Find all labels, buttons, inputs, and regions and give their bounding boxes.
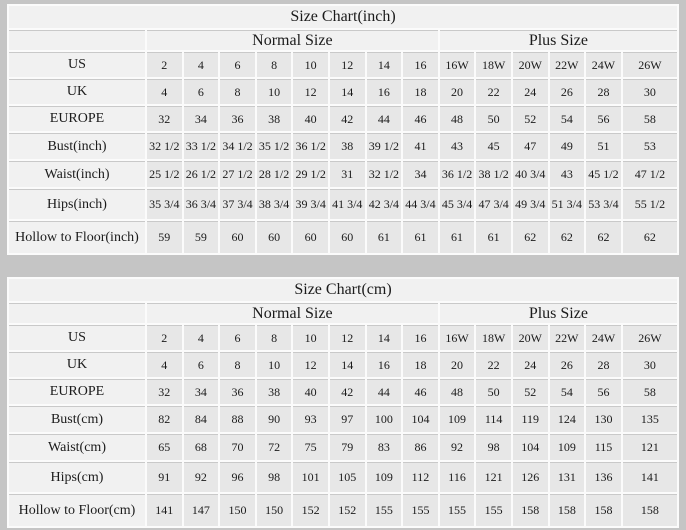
table-row: [9, 106, 677, 131]
size-value-cell: 50: [476, 106, 511, 131]
size-value-cell: 53: [623, 133, 677, 159]
size-value-cell: 59: [147, 221, 182, 253]
size-value-cell: 82: [147, 406, 182, 432]
size-value-cell: 54: [550, 379, 585, 404]
size-value-cell: 51 3/4: [550, 189, 585, 219]
size-value-cell: 47: [513, 133, 548, 159]
size-value-cell: 45: [476, 133, 511, 159]
size-value-cell: 58: [623, 379, 677, 404]
size-value-cell: 150: [220, 494, 255, 526]
table-row: [9, 52, 677, 77]
table-row: [9, 79, 677, 104]
size-value-cell: 62: [623, 221, 677, 253]
size-value-cell: 47 3/4: [476, 189, 511, 219]
size-value-cell: 60: [293, 221, 328, 253]
size-value-cell: 10: [257, 79, 292, 104]
table-row: [9, 189, 677, 219]
size-value-cell: 155: [440, 494, 475, 526]
size-value-cell: 48: [440, 106, 475, 131]
size-value-cell: 97: [330, 406, 365, 432]
size-value-cell: 18: [403, 352, 438, 377]
size-value-cell: 2: [147, 52, 182, 77]
size-value-cell: 18: [403, 79, 438, 104]
size-value-cell: 61: [476, 221, 511, 253]
row-label: EUROPE: [9, 379, 145, 404]
size-value-cell: 86: [403, 434, 438, 460]
size-value-cell: 49 3/4: [513, 189, 548, 219]
size-value-cell: 121: [623, 434, 677, 460]
column-group-header: Plus Size: [440, 30, 677, 50]
size-value-cell: 2: [147, 325, 182, 350]
row-label: Bust(inch): [9, 133, 145, 159]
size-value-cell: 37 3/4: [220, 189, 255, 219]
size-value-cell: 26W: [623, 325, 677, 350]
row-label: Hollow to Floor(cm): [9, 494, 145, 526]
size-value-cell: 8: [257, 325, 292, 350]
size-value-cell: 29 1/2: [293, 161, 328, 187]
size-value-cell: 28 1/2: [257, 161, 292, 187]
row-label: US: [9, 52, 145, 77]
size-value-cell: 4: [147, 352, 182, 377]
size-value-cell: 55 1/2: [623, 189, 677, 219]
size-value-cell: 16: [367, 352, 402, 377]
size-value-cell: 32 1/2: [367, 161, 402, 187]
size-value-cell: 30: [623, 79, 677, 104]
size-value-cell: 83: [367, 434, 402, 460]
size-value-cell: 62: [586, 221, 621, 253]
size-value-cell: 20: [440, 352, 475, 377]
size-value-cell: 22: [476, 79, 511, 104]
size-value-cell: 130: [586, 406, 621, 432]
size-value-cell: 60: [330, 221, 365, 253]
size-value-cell: 45 1/2: [586, 161, 621, 187]
size-value-cell: 62: [550, 221, 585, 253]
size-value-cell: 39 1/2: [367, 133, 402, 159]
size-value-cell: 24W: [586, 325, 621, 350]
size-value-cell: 158: [513, 494, 548, 526]
size-value-cell: 84: [184, 406, 219, 432]
size-value-cell: 6: [184, 79, 219, 104]
size-value-cell: 10: [293, 325, 328, 350]
row-label: EUROPE: [9, 106, 145, 131]
size-value-cell: 50: [476, 379, 511, 404]
size-value-cell: 14: [367, 325, 402, 350]
size-value-cell: 26W: [623, 52, 677, 77]
column-group-header: Plus Size: [440, 303, 677, 323]
size-value-cell: 75: [293, 434, 328, 460]
size-value-cell: 54: [550, 106, 585, 131]
size-value-cell: 126: [513, 462, 548, 492]
size-value-cell: 32: [147, 379, 182, 404]
size-value-cell: 158: [623, 494, 677, 526]
size-value-cell: 34 1/2: [220, 133, 255, 159]
size-value-cell: 4: [184, 52, 219, 77]
size-value-cell: 98: [257, 462, 292, 492]
size-value-cell: 25 1/2: [147, 161, 182, 187]
size-value-cell: 40 3/4: [513, 161, 548, 187]
size-value-cell: 10: [257, 352, 292, 377]
corner-cell: [9, 30, 145, 50]
size-value-cell: 12: [330, 52, 365, 77]
size-value-cell: 135: [623, 406, 677, 432]
size-value-cell: 16: [403, 325, 438, 350]
size-value-cell: 98: [476, 434, 511, 460]
size-value-cell: 41 3/4: [330, 189, 365, 219]
table-row: [9, 406, 677, 432]
size-value-cell: 104: [513, 434, 548, 460]
size-value-cell: 46: [403, 379, 438, 404]
size-value-cell: 158: [586, 494, 621, 526]
size-chart-cm-table: [7, 277, 679, 528]
size-value-cell: 109: [550, 434, 585, 460]
size-value-cell: 114: [476, 406, 511, 432]
row-label: Hips(inch): [9, 189, 145, 219]
size-value-cell: 20W: [513, 52, 548, 77]
row-label: US: [9, 325, 145, 350]
size-value-cell: 35 1/2: [257, 133, 292, 159]
corner-cell: [9, 303, 145, 323]
size-value-cell: 131: [550, 462, 585, 492]
size-value-cell: 92: [440, 434, 475, 460]
table-row: [9, 462, 677, 492]
size-value-cell: 65: [147, 434, 182, 460]
size-value-cell: 101: [293, 462, 328, 492]
size-value-cell: 18W: [476, 325, 511, 350]
size-value-cell: 52: [513, 106, 548, 131]
size-value-cell: 40: [293, 106, 328, 131]
size-value-cell: 61: [440, 221, 475, 253]
row-label: Bust(cm): [9, 406, 145, 432]
size-value-cell: 4: [147, 79, 182, 104]
size-value-cell: 150: [257, 494, 292, 526]
size-value-cell: 16W: [440, 325, 475, 350]
size-value-cell: 72: [257, 434, 292, 460]
size-value-cell: 91: [147, 462, 182, 492]
size-value-cell: 109: [440, 406, 475, 432]
size-value-cell: 155: [476, 494, 511, 526]
size-value-cell: 34: [403, 161, 438, 187]
size-value-cell: 36 3/4: [184, 189, 219, 219]
size-value-cell: 4: [184, 325, 219, 350]
size-value-cell: 136: [586, 462, 621, 492]
size-value-cell: 155: [403, 494, 438, 526]
size-value-cell: 61: [367, 221, 402, 253]
size-value-cell: 35 3/4: [147, 189, 182, 219]
size-value-cell: 18W: [476, 52, 511, 77]
size-value-cell: 36: [220, 106, 255, 131]
size-value-cell: 30: [623, 352, 677, 377]
size-value-cell: 41: [403, 133, 438, 159]
size-value-cell: 105: [330, 462, 365, 492]
column-group-header: Normal Size: [147, 30, 438, 50]
size-value-cell: 6: [220, 325, 255, 350]
size-value-cell: 26: [550, 79, 585, 104]
size-value-cell: 109: [367, 462, 402, 492]
row-label: Hips(cm): [9, 462, 145, 492]
table-row: [9, 379, 677, 404]
size-value-cell: 14: [330, 352, 365, 377]
size-value-cell: 27 1/2: [220, 161, 255, 187]
size-value-cell: 42: [330, 106, 365, 131]
size-value-cell: 40: [293, 379, 328, 404]
size-value-cell: 8: [257, 52, 292, 77]
size-value-cell: 60: [220, 221, 255, 253]
row-label: Waist(inch): [9, 161, 145, 187]
size-value-cell: 124: [550, 406, 585, 432]
size-value-cell: 36: [220, 379, 255, 404]
table-title: Size Chart(inch): [9, 6, 677, 28]
size-value-cell: 24: [513, 79, 548, 104]
size-value-cell: 58: [623, 106, 677, 131]
size-value-cell: 115: [586, 434, 621, 460]
size-value-cell: 43: [550, 161, 585, 187]
size-value-cell: 22W: [550, 325, 585, 350]
size-value-cell: 47 1/2: [623, 161, 677, 187]
size-value-cell: 14: [367, 52, 402, 77]
size-value-cell: 88: [220, 406, 255, 432]
size-value-cell: 12: [293, 79, 328, 104]
row-label: UK: [9, 79, 145, 104]
size-value-cell: 28: [586, 79, 621, 104]
size-value-cell: 93: [293, 406, 328, 432]
size-value-cell: 152: [293, 494, 328, 526]
size-value-cell: 38: [257, 106, 292, 131]
size-value-cell: 8: [220, 79, 255, 104]
size-value-cell: 70: [220, 434, 255, 460]
size-value-cell: 22W: [550, 52, 585, 77]
size-value-cell: 92: [184, 462, 219, 492]
size-value-cell: 158: [550, 494, 585, 526]
size-value-cell: 56: [586, 379, 621, 404]
size-value-cell: 112: [403, 462, 438, 492]
size-value-cell: 100: [367, 406, 402, 432]
size-value-cell: 38 3/4: [257, 189, 292, 219]
size-value-cell: 16: [367, 79, 402, 104]
size-value-cell: 16W: [440, 52, 475, 77]
table-row: [9, 221, 677, 253]
size-value-cell: 36 1/2: [440, 161, 475, 187]
size-value-cell: 90: [257, 406, 292, 432]
table-row: [9, 133, 677, 159]
size-value-cell: 79: [330, 434, 365, 460]
table-row: [9, 494, 677, 526]
size-value-cell: 34: [184, 379, 219, 404]
size-value-cell: 14: [330, 79, 365, 104]
size-value-cell: 38: [330, 133, 365, 159]
size-value-cell: 38 1/2: [476, 161, 511, 187]
size-value-cell: 44: [367, 379, 402, 404]
size-value-cell: 155: [367, 494, 402, 526]
size-value-cell: 26 1/2: [184, 161, 219, 187]
size-value-cell: 152: [330, 494, 365, 526]
size-value-cell: 119: [513, 406, 548, 432]
size-value-cell: 12: [293, 352, 328, 377]
size-value-cell: 32 1/2: [147, 133, 182, 159]
size-value-cell: 12: [330, 325, 365, 350]
size-value-cell: 24W: [586, 52, 621, 77]
size-value-cell: 45 3/4: [440, 189, 475, 219]
size-value-cell: 48: [440, 379, 475, 404]
row-label: Waist(cm): [9, 434, 145, 460]
size-value-cell: 31: [330, 161, 365, 187]
row-label: Hollow to Floor(inch): [9, 221, 145, 253]
size-value-cell: 141: [623, 462, 677, 492]
size-value-cell: 22: [476, 352, 511, 377]
row-label: UK: [9, 352, 145, 377]
size-value-cell: 44: [367, 106, 402, 131]
size-value-cell: 141: [147, 494, 182, 526]
size-value-cell: 20W: [513, 325, 548, 350]
size-value-cell: 6: [184, 352, 219, 377]
size-value-cell: 116: [440, 462, 475, 492]
size-value-cell: 42 3/4: [367, 189, 402, 219]
size-value-cell: 61: [403, 221, 438, 253]
size-value-cell: 10: [293, 52, 328, 77]
size-value-cell: 28: [586, 352, 621, 377]
size-value-cell: 52: [513, 379, 548, 404]
size-value-cell: 51: [586, 133, 621, 159]
size-value-cell: 43: [440, 133, 475, 159]
size-value-cell: 44 3/4: [403, 189, 438, 219]
size-value-cell: 62: [513, 221, 548, 253]
size-chart-inch-table: [7, 4, 679, 255]
size-value-cell: 56: [586, 106, 621, 131]
size-value-cell: 53 3/4: [586, 189, 621, 219]
size-value-cell: 121: [476, 462, 511, 492]
size-value-cell: 96: [220, 462, 255, 492]
size-value-cell: 42: [330, 379, 365, 404]
size-value-cell: 59: [184, 221, 219, 253]
size-value-cell: 6: [220, 52, 255, 77]
table-row: [9, 434, 677, 460]
size-value-cell: 49: [550, 133, 585, 159]
size-value-cell: 38: [257, 379, 292, 404]
size-value-cell: 68: [184, 434, 219, 460]
size-value-cell: 46: [403, 106, 438, 131]
size-value-cell: 32: [147, 106, 182, 131]
size-value-cell: 20: [440, 79, 475, 104]
size-value-cell: 34: [184, 106, 219, 131]
size-value-cell: 60: [257, 221, 292, 253]
size-value-cell: 16: [403, 52, 438, 77]
column-group-header: Normal Size: [147, 303, 438, 323]
size-value-cell: 147: [184, 494, 219, 526]
size-value-cell: 8: [220, 352, 255, 377]
table-row: [9, 352, 677, 377]
table-row: [9, 161, 677, 187]
size-value-cell: 24: [513, 352, 548, 377]
table-title: Size Chart(cm): [9, 279, 677, 301]
table-row: [9, 325, 677, 350]
size-value-cell: 33 1/2: [184, 133, 219, 159]
size-value-cell: 36 1/2: [293, 133, 328, 159]
size-value-cell: 104: [403, 406, 438, 432]
size-value-cell: 39 3/4: [293, 189, 328, 219]
size-value-cell: 26: [550, 352, 585, 377]
